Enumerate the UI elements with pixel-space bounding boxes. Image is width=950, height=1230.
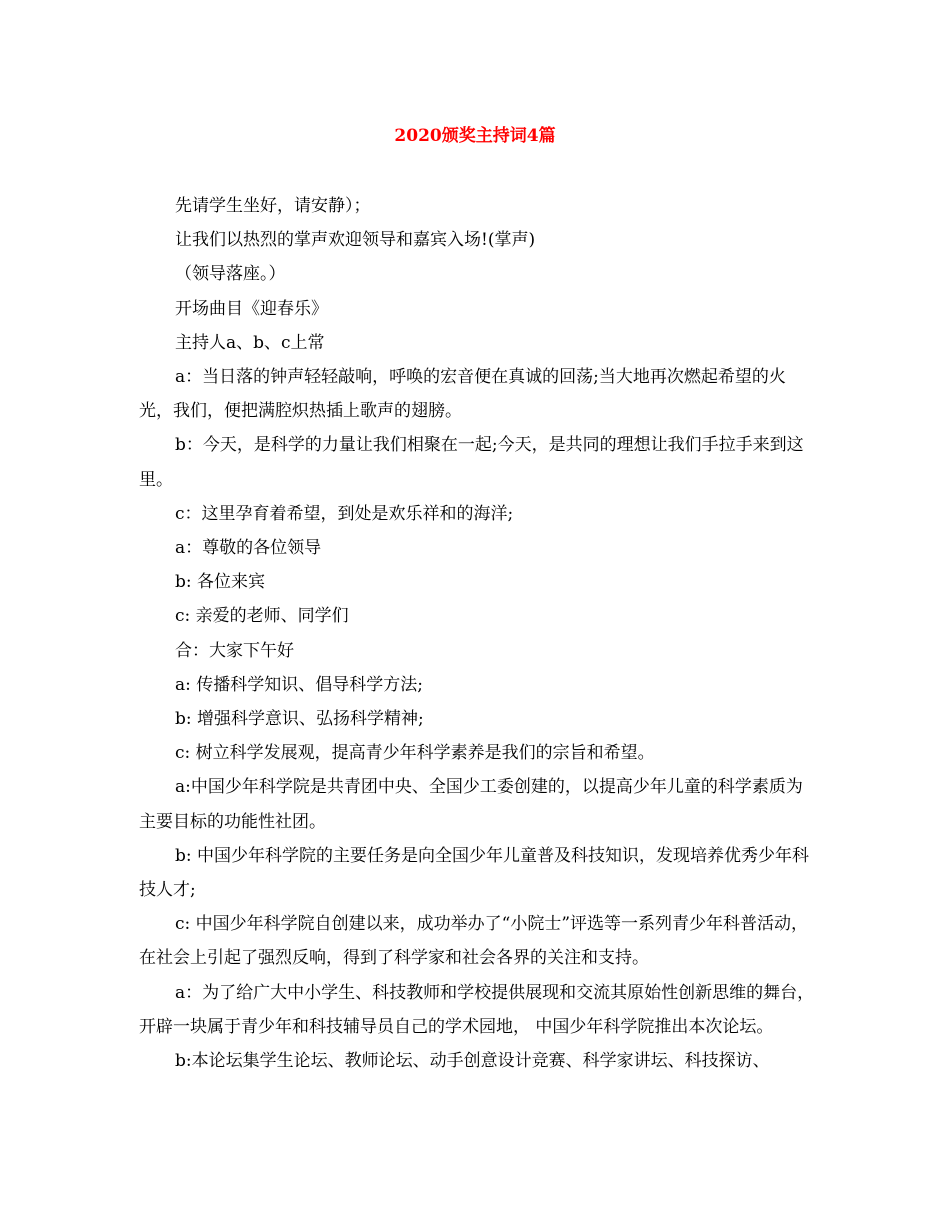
paragraph: a：尊敬的各位领导 xyxy=(175,538,322,559)
paragraph: b：今天，是科学的力量让我们相聚在一起;今天，是共同的理想让我们手拉手来到这里。 xyxy=(139,435,804,490)
paragraph: c: 中国少年科学院自创建以来，成功举办了“小院士”评选等一系列青少年科普活动，在社会上引起了强烈反响，得到了科学家和社会各界的关注和支持。 xyxy=(139,914,809,969)
paragraph: a：为了给广大中小学生、科技教师和学校提供展现和交流其原始性创新思维的舞台，开辟一块属于青少年和科技辅导员自己的学术园地， 中国少年科学院推出本次论坛。 xyxy=(139,982,815,1037)
paragraph: a：当日落的钟声轻轻敲响，呼唤的宏音便在真诚的回荡;当大地再次燃起希望的火光，我们，便把满腔炽热插上歌声的翅膀。 xyxy=(139,367,786,422)
paragraph: b: 中国少年科学院的主要任务是向全国少年儿童普及科技知识，发现培养优秀少年科技人才; xyxy=(139,845,810,901)
document-body xyxy=(139,189,819,1078)
paragraph: （领导落座。） xyxy=(175,264,286,285)
paragraph: c: 亲爱的老师、同学们 xyxy=(175,606,349,627)
paragraph: 合：大家下午好 xyxy=(175,640,294,661)
paragraph: 让我们以热烈的掌声欢迎领导和嘉宾入场!(掌声) xyxy=(175,230,536,251)
paragraph: c: 树立科学发展观，提高青少年科学素养是我们的宗旨和希望。 xyxy=(175,743,655,764)
document-title: 2020颁奖主持词4篇 xyxy=(394,126,556,146)
paragraph: a: 传播科学知识、倡导科学方法; xyxy=(175,674,423,695)
paragraph: c：这里孕育着希望，到处是欢乐祥和的海洋; xyxy=(175,503,514,524)
paragraph: 先请学生坐好，请安静）； xyxy=(175,196,371,216)
paragraph: b: 各位来宾 xyxy=(175,572,266,593)
paragraph: 开场曲目《迎春乐》 xyxy=(175,298,328,319)
paragraph: b:本论坛集学生论坛、教师论坛、动手创意设计竞赛、科学家讲坛、科技探访、 xyxy=(175,1051,770,1072)
paragraph: 主持人a、b、c上常 xyxy=(175,332,325,353)
paragraph: b: 增强科学意识、弘扬科学精神; xyxy=(175,709,424,730)
paragraph: a:中国少年科学院是共青团中央、全国少工委创建的，以提高少年儿童的科学素质为主要目标的功能性社团。 xyxy=(139,777,803,832)
